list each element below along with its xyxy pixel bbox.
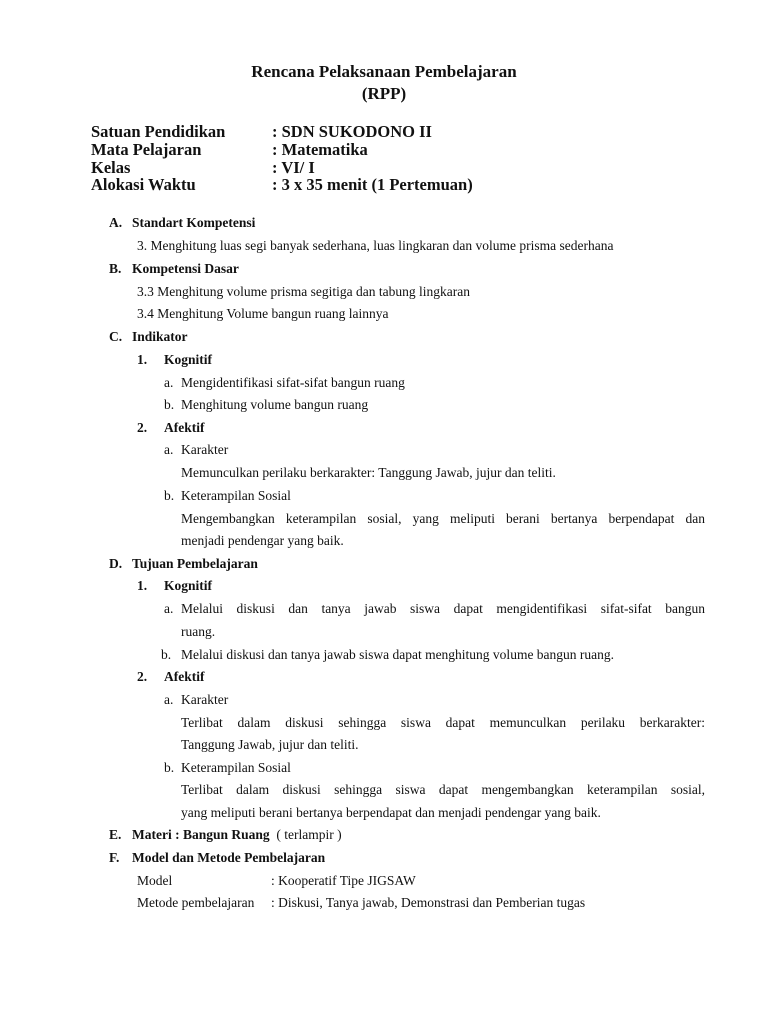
section-f-metode-label: Metode pembelajaran <box>137 895 255 910</box>
section-d-letter: D. <box>109 556 123 571</box>
document-title: Rencana Pelaksanaan Pembelajaran <box>251 62 517 81</box>
section-c-af-b: Keterampilan Sosial <box>181 488 291 503</box>
identity-value-kelas: : VI/ I <box>272 158 315 177</box>
identity-label-mapel: Mata Pelajaran <box>91 140 202 159</box>
section-a-title: Standart Kompetensi <box>132 215 256 230</box>
section-d-afektif-num: 2. <box>137 669 148 684</box>
section-f-model-label: Model <box>137 873 173 888</box>
section-d-kognitif: Kognitif <box>164 578 213 593</box>
section-d-af-a: Karakter <box>181 692 229 707</box>
section-c-kognitif-num: 1. <box>137 352 148 367</box>
section-d-af-b: Keterampilan Sosial <box>181 760 291 775</box>
section-f-model-value: : Kooperatif Tipe JIGSAW <box>271 873 416 888</box>
section-a-item: 3. Menghitung luas segi banyak sederhana, luas lingkaran dan volume prisma sederhana <box>137 238 614 253</box>
identity-label-waktu: Alokasi Waktu <box>91 175 196 194</box>
section-e-line <box>132 827 342 843</box>
section-f-letter: F. <box>109 850 120 865</box>
section-c-af-b-desc-2: menjadi pendengar yang baik. <box>181 533 344 548</box>
section-c-af-b-desc-1: Mengembangkan keterampilan sosial, yang meliputi berani bertanya berpendapat dan <box>181 511 705 526</box>
section-c-title: Indikator <box>132 329 188 344</box>
section-d-kognitif-num: 1. <box>137 578 148 593</box>
document-subtitle: (RPP) <box>361 84 407 103</box>
section-d-af-b-desc-2: yang meliputi berani bertanya berpendapat dan menjadi pendengar yang baik. <box>181 805 601 820</box>
section-d-af-a-desc-1: Terlibat dalam diskusi sehingga siswa dapat memunculkan perilaku berkarakter: <box>181 715 705 730</box>
section-e-letter: E. <box>109 827 122 842</box>
section-d-kog-a-1: Melalui diskusi dan tanya jawab siswa dapat mengidentifikasi sifat-sifat bangun <box>181 601 705 616</box>
section-c-kognitif: Kognitif <box>164 352 213 367</box>
section-e-note: ( terlampir ) <box>276 827 342 842</box>
section-d-af-a-desc-2: Tanggung Jawab, jujur dan teliti. <box>181 737 359 752</box>
section-e-title: Materi : Bangun Ruang <box>132 827 270 842</box>
section-d-af-a-letter: a. <box>164 692 174 707</box>
section-a-letter: A. <box>109 215 123 230</box>
section-c-kog-b-letter: b. <box>164 397 175 412</box>
section-c-af-a-desc: Memunculkan perilaku berkarakter: Tanggung Jawab, jujur dan teliti. <box>181 465 556 480</box>
section-d-title: Tujuan Pembelajaran <box>132 556 258 571</box>
section-b-letter: B. <box>109 261 122 276</box>
section-b-item-2: 3.4 Menghitung Volume bangun ruang lainnya <box>137 306 389 321</box>
section-f-metode-value: : Diskusi, Tanya jawab, Demonstrasi dan Pemberian tugas <box>271 895 586 910</box>
section-d-kog-b: Melalui diskusi dan tanya jawab siswa dapat menghitung volume bangun ruang. <box>181 647 615 662</box>
section-c-kog-b: Menghitung volume bangun ruang <box>181 397 369 412</box>
identity-value-mapel: : Matematika <box>272 140 368 159</box>
section-c-afektif: Afektif <box>164 420 205 435</box>
identity-value-waktu: : 3 x 35 menit (1 Pertemuan) <box>272 175 473 194</box>
section-d-afektif: Afektif <box>164 669 205 684</box>
section-c-af-b-letter: b. <box>164 488 175 503</box>
section-c-afektif-num: 2. <box>137 420 148 435</box>
identity-value-satuan: : SDN SUKODONO II <box>272 122 432 141</box>
section-c-af-a-letter: a. <box>164 442 174 457</box>
section-c-letter: C. <box>109 329 123 344</box>
section-c-af-a: Karakter <box>181 442 229 457</box>
section-f-title: Model dan Metode Pembelajaran <box>132 850 326 865</box>
section-c-kog-a: Mengidentifikasi sifat-sifat bangun ruang <box>181 375 405 390</box>
section-d-kog-b-letter: b. <box>161 647 172 662</box>
section-d-af-b-letter: b. <box>164 760 175 775</box>
section-b-item-1: 3.3 Menghitung volume prisma segitiga dan tabung lingkaran <box>137 284 470 299</box>
section-d-kog-a-letter: a. <box>164 601 174 616</box>
section-c-kog-a-letter: a. <box>164 375 174 390</box>
section-d-kog-a-2: ruang. <box>181 624 216 639</box>
section-d-af-b-desc-1: Terlibat dalam diskusi sehingga siswa dapat mengembangkan keterampilan sosial, <box>181 782 705 797</box>
identity-label-kelas: Kelas <box>91 158 131 177</box>
section-b-title: Kompetensi Dasar <box>132 261 239 276</box>
identity-label-satuan: Satuan Pendidikan <box>91 122 226 141</box>
